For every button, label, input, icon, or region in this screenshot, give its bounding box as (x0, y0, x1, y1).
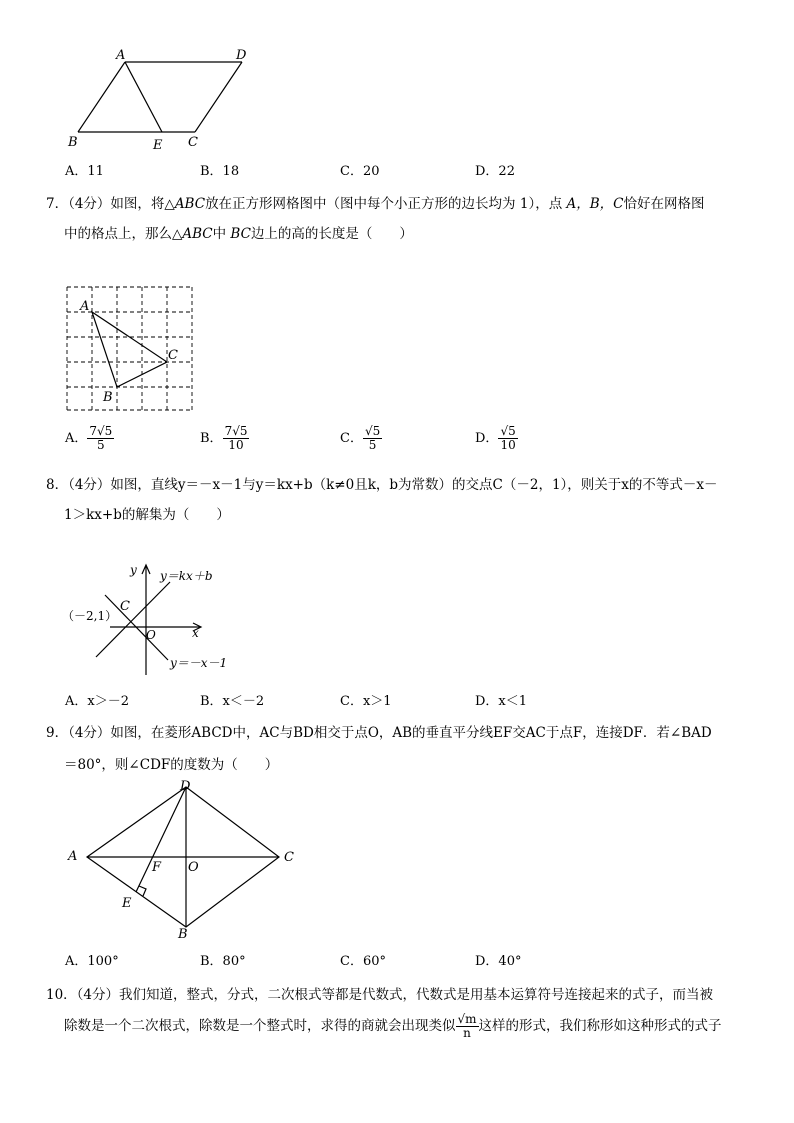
q9-label-b: B (178, 927, 188, 942)
q8-axis-x-label: x (192, 626, 199, 640)
q8-option-b[interactable]: B．x＜－2 (200, 694, 265, 709)
q9-label-o: O (188, 860, 199, 875)
q6-label-d: D (236, 48, 247, 63)
q8-option-a[interactable]: A．x＞－2 (65, 694, 129, 709)
q9-question-line1: 9．（4分）如图，在菱形ABCD中，AC与BD相交于点O，AB的垂直平分线EF交AC于点F，连接DF．若∠BAD (46, 725, 712, 741)
q10-question-line2: 除数是一个二次根式，除数是一个整式时，求得的商就会出现类似 $\frac{√m}{n}$ 这样的形式，我们称形如这种形式的式子 (64, 1012, 722, 1041)
q9-label-f: F (152, 860, 162, 875)
q8-option-c[interactable]: C．x＞1 (340, 694, 392, 709)
q7-question-line2: 中的格点上，那么△ABC中 BC边上的高的长度是（ ） (64, 226, 413, 242)
q6-figure (60, 45, 260, 155)
q6-option-c[interactable]: C．20 (340, 164, 380, 179)
q9-rhombus-figure (60, 775, 310, 945)
q8-point-label: （－2,1） (62, 609, 118, 623)
q7-option-a[interactable]: A． $\frac{7√5}{5}$ (65, 424, 113, 453)
q7-label-b: B (103, 390, 113, 405)
q8-question-line2: 1＞kx+b的解集为（ ） (64, 507, 230, 523)
q8-option-d[interactable]: D．x＜1 (475, 694, 528, 709)
q9-option-d[interactable]: D．40° (475, 954, 522, 969)
q7-option-c[interactable]: C． $\frac{√5}{5}$ (340, 424, 381, 453)
q8-axis-y-label: y (130, 563, 137, 577)
q9-option-c[interactable]: C．60° (340, 954, 386, 969)
q7-label-c: C (168, 348, 178, 363)
q6-label-a: A (116, 48, 126, 63)
q9-option-b[interactable]: B．80° (200, 954, 246, 969)
q9-label-c: C (284, 850, 294, 865)
q6-option-d[interactable]: D．22 (475, 164, 515, 179)
q9-option-a[interactable]: A．100° (65, 954, 119, 969)
q7-option-d[interactable]: D． $\frac{√5}{10}$ (475, 424, 516, 453)
q8-question-line1: 8．（4分）如图，直线y＝－x－1与y＝kx+b（k≠0且k，b为常数）的交点C（－2，1），则关于x的不等式－x－ (46, 477, 718, 493)
q7-label-a: A (80, 299, 90, 314)
q9-label-d: D (180, 779, 191, 794)
q8-line2-label: y＝－x－1 (170, 656, 228, 670)
q8-o-label: O (146, 628, 156, 642)
q9-label-a: A (68, 849, 78, 864)
q7-option-b[interactable]: B． $\frac{7√5}{10}$ (200, 424, 248, 453)
q9-label-e: E (122, 896, 132, 911)
q9-question-line2: ＝80°，则∠CDF的度数为（ ） (64, 757, 279, 773)
q7-grid-figure (60, 282, 200, 412)
q6-option-b[interactable]: B．18 (200, 164, 240, 179)
q6-label-b: B (68, 135, 78, 150)
q6-option-a[interactable]: A．11 (65, 164, 104, 179)
q7-question-line1: 7．（4分）如图，将△ABC放在正方形网格图中（图中每个小正方形的边长均为 1），点 A，B，C恰好在网格图 (46, 196, 705, 212)
q6-label-e: E (153, 138, 163, 153)
q8-c-label: C (120, 599, 130, 614)
q6-label-c: C (188, 135, 198, 150)
q10-question-line1: 10．（4分）我们知道，整式，分式，二次根式等都是代数式，代数式是用基本运算符号连接起来的式子，而当被 (46, 987, 714, 1003)
q8-graph-figure (60, 560, 250, 680)
q8-line1-label: y＝kx＋b (160, 569, 213, 583)
